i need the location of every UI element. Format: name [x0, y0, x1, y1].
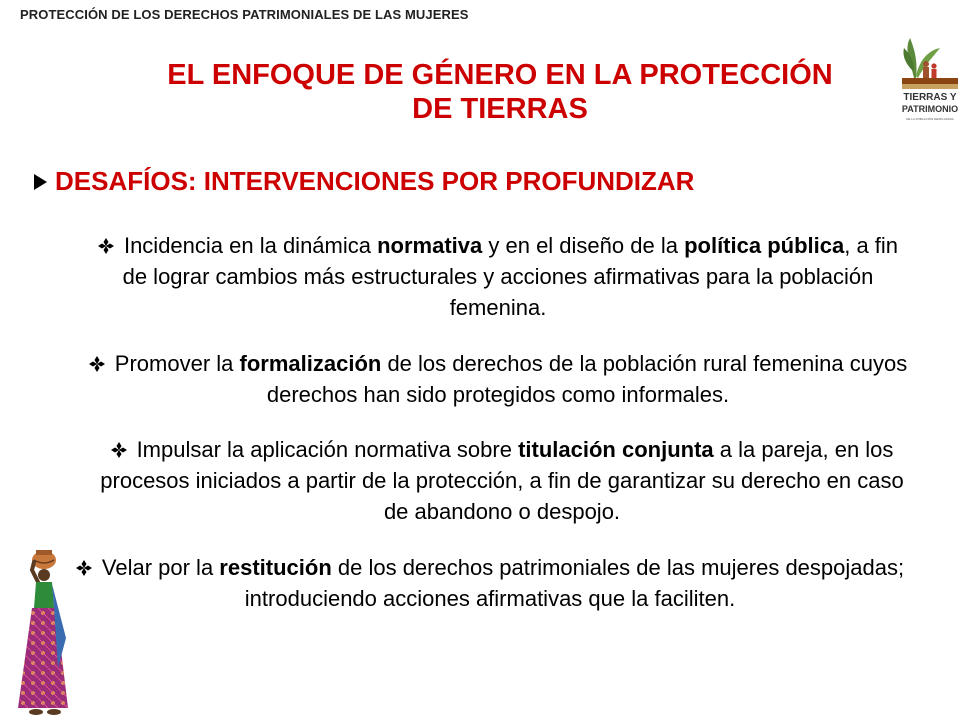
bullet-2-text-2: de los derechos de la población rural femenina cuyos derechos han sido protegidos como informales.	[266, 351, 908, 407]
section-heading-text: DESAFÍOS: INTERVENCIONES POR PROFUNDIZAR	[55, 166, 695, 196]
bullet-1-text-3: , a fin de lograr cambios más estructurales y acciones afirmativas para la población femenina.	[122, 233, 899, 320]
logo-text-line-3: DE LA POBLACIÓN DESPLAZADA	[906, 117, 954, 121]
four-diamond-bullet-icon	[111, 442, 127, 458]
bullet-3-text: Impulsar la aplicación normativa sobre	[136, 437, 519, 462]
bullet-3-text-2: a la pareja, en los procesos iniciados a partir de la protección, a fin de garantizar su derecho en caso de abandono o despojo.	[100, 437, 904, 524]
bullet-item-1	[88, 230, 908, 323]
bullet-1-bold-1: normativa	[377, 233, 483, 258]
arrow-bullet-icon	[34, 174, 47, 190]
bullet-2-bold-1: formalización	[239, 351, 382, 376]
slide-title-line-2: DE TIERRAS	[412, 93, 588, 125]
bullet-item-3	[92, 434, 912, 527]
bullet-3-bold-1: titulación conjunta	[518, 437, 714, 462]
bullet-4-text-2: de los derechos patrimoniales de las mujeres despojadas; introduciendo acciones afirmativas que la faciliten.	[244, 555, 905, 611]
bullet-item-2	[88, 348, 908, 410]
bullet-2-text: Promover la	[114, 351, 240, 376]
four-diamond-bullet-icon	[89, 356, 105, 372]
slide-title-line-1: EL ENFOQUE DE GÉNERO EN LA PROTECCIÓN	[167, 59, 833, 91]
bullet-4-bold-1: restitución	[219, 555, 332, 580]
bullet-1-text-2: y en el diseño de la	[482, 233, 685, 258]
woman-carrying-pot-illustration	[8, 548, 80, 718]
section-heading	[34, 166, 694, 197]
header-label: PROTECCIÓN DE LOS DERECHOS PATRIMONIALES DE LAS MUJERES	[20, 7, 469, 22]
bullet-4-text: Velar por la	[101, 555, 220, 580]
bullet-1-text: Incidencia en la dinámica	[123, 233, 378, 258]
four-diamond-bullet-icon	[98, 238, 114, 254]
bullet-item-4	[60, 552, 920, 614]
slide-title	[120, 58, 880, 126]
logo-text-line-2: PATRIMONIO	[901, 104, 959, 114]
bullet-1-bold-2: política pública	[684, 233, 845, 258]
tierras-patrimonio-logo	[900, 20, 960, 128]
logo-text-line-1: TIERRAS Y	[903, 92, 957, 103]
